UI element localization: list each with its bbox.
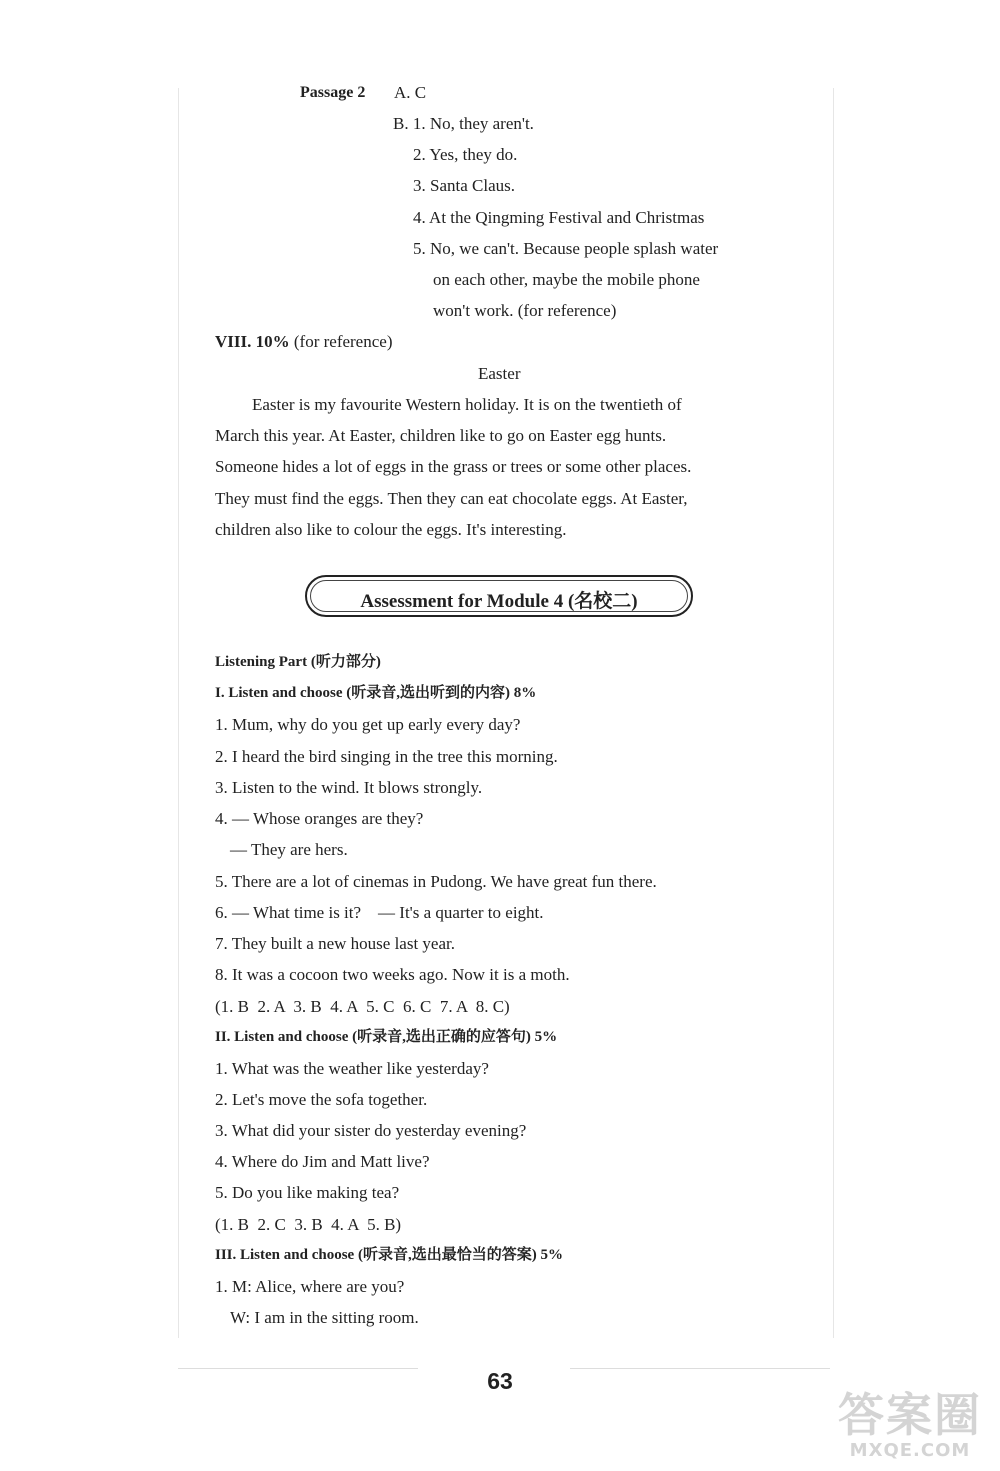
part1-line-5: 5. There are a lot of cinemas in Pudong. We have great fun there. (215, 872, 657, 891)
part1-heading: I. Listen and choose (听录音,选出听到的内容) 8% (215, 685, 537, 701)
right-frame-line (833, 88, 834, 1338)
part3-line-1: 1. M: Alice, where are you? (215, 1277, 405, 1296)
part1-answers: (1. B 2. A 3. B 4. A 5. C 6. C 7. A 8. C) (215, 997, 510, 1016)
page-number: 63 (487, 1368, 513, 1394)
passage2-answer-b4: 4. At the Qingming Festival and Christmas (413, 208, 705, 227)
part2-line-1: 1. What was the weather like yesterday? (215, 1059, 489, 1078)
passage2-answer-b1: B. 1. No, they aren't. (393, 114, 534, 133)
part1-line-7: 7. They built a new house last year. (215, 934, 455, 953)
passage2-answer-b3: 3. Santa Claus. (413, 176, 515, 195)
left-frame-line (178, 88, 179, 1338)
part2-line-5: 5. Do you like making tea? (215, 1183, 400, 1202)
part1-line-6: 6. — What time is it? — It's a quarter to eight. (215, 903, 544, 922)
essay-line-2: March this year. At Easter, children like to go on Easter egg hunts. (215, 426, 667, 445)
assessment-title: Assessment for Module 4 (名校二) (360, 591, 638, 612)
part3-heading: III. Listen and choose (听录音,选出最恰当的答案) 5% (215, 1247, 563, 1263)
essay-line-3: Someone hides a lot of eggs in the grass or trees or some other places. (215, 457, 692, 476)
part3-line-2: W: I am in the sitting room. (230, 1308, 419, 1327)
part1-line-3: 3. Listen to the wind. It blows strongly. (215, 778, 483, 797)
section-viii-heading (215, 332, 392, 352)
part1-line-8: 8. It was a cocoon two weeks ago. Now it is a moth. (215, 965, 570, 984)
watermark (825, 1390, 995, 1460)
watermark-url: MXQE.COM (849, 1439, 971, 1461)
part2-answers: (1. B 2. C 3. B 4. A 5. B) (215, 1215, 402, 1234)
part2-line-2: 2. Let's move the sofa together. (215, 1090, 428, 1109)
listening-heading: Listening Part (听力部分) (215, 654, 381, 670)
part1-line-1: 1. Mum, why do you get up early every day? (215, 715, 521, 734)
part1-line-4: 4. — Whose oranges are they? (215, 809, 424, 828)
part2-heading: II. Listen and choose (听录音,选出正确的应答句) 5% (215, 1029, 558, 1045)
section-viii-label: VIII. 10% (215, 332, 290, 351)
passage2-answer-b2: 2. Yes, they do. (413, 145, 518, 164)
assessment-title-box (305, 575, 693, 617)
essay-line-1: Easter is my favourite Western holiday. It is on the twentieth of (252, 395, 682, 414)
part2-line-3: 3. What did your sister do yesterday evening? (215, 1121, 527, 1140)
watermark-cn: 答案圈 (838, 1388, 982, 1442)
passage2-label: Passage 2 (300, 84, 366, 101)
passage2-answer-a: A. C (394, 83, 427, 102)
essay-line-4: They must find the eggs. Then they can eat chocolate eggs. At Easter, (215, 489, 688, 508)
section-viii-note: (for reference) (293, 332, 393, 351)
part1-line-4-reply: — They are hers. (230, 840, 348, 859)
part2-line-4: 4. Where do Jim and Matt live? (215, 1152, 430, 1171)
part1-line-2: 2. I heard the bird singing in the tree this morning. (215, 747, 558, 766)
passage2-answer-b5: 5. No, we can't. Because people splash water (413, 239, 719, 258)
essay-title: Easter (478, 364, 521, 383)
passage2-answer-b5-cont1: on each other, maybe the mobile phone (433, 270, 700, 289)
passage2-answer-b5-cont2: won't work. (for reference) (433, 301, 617, 320)
essay-line-5: children also like to colour the eggs. It's interesting. (215, 520, 567, 539)
